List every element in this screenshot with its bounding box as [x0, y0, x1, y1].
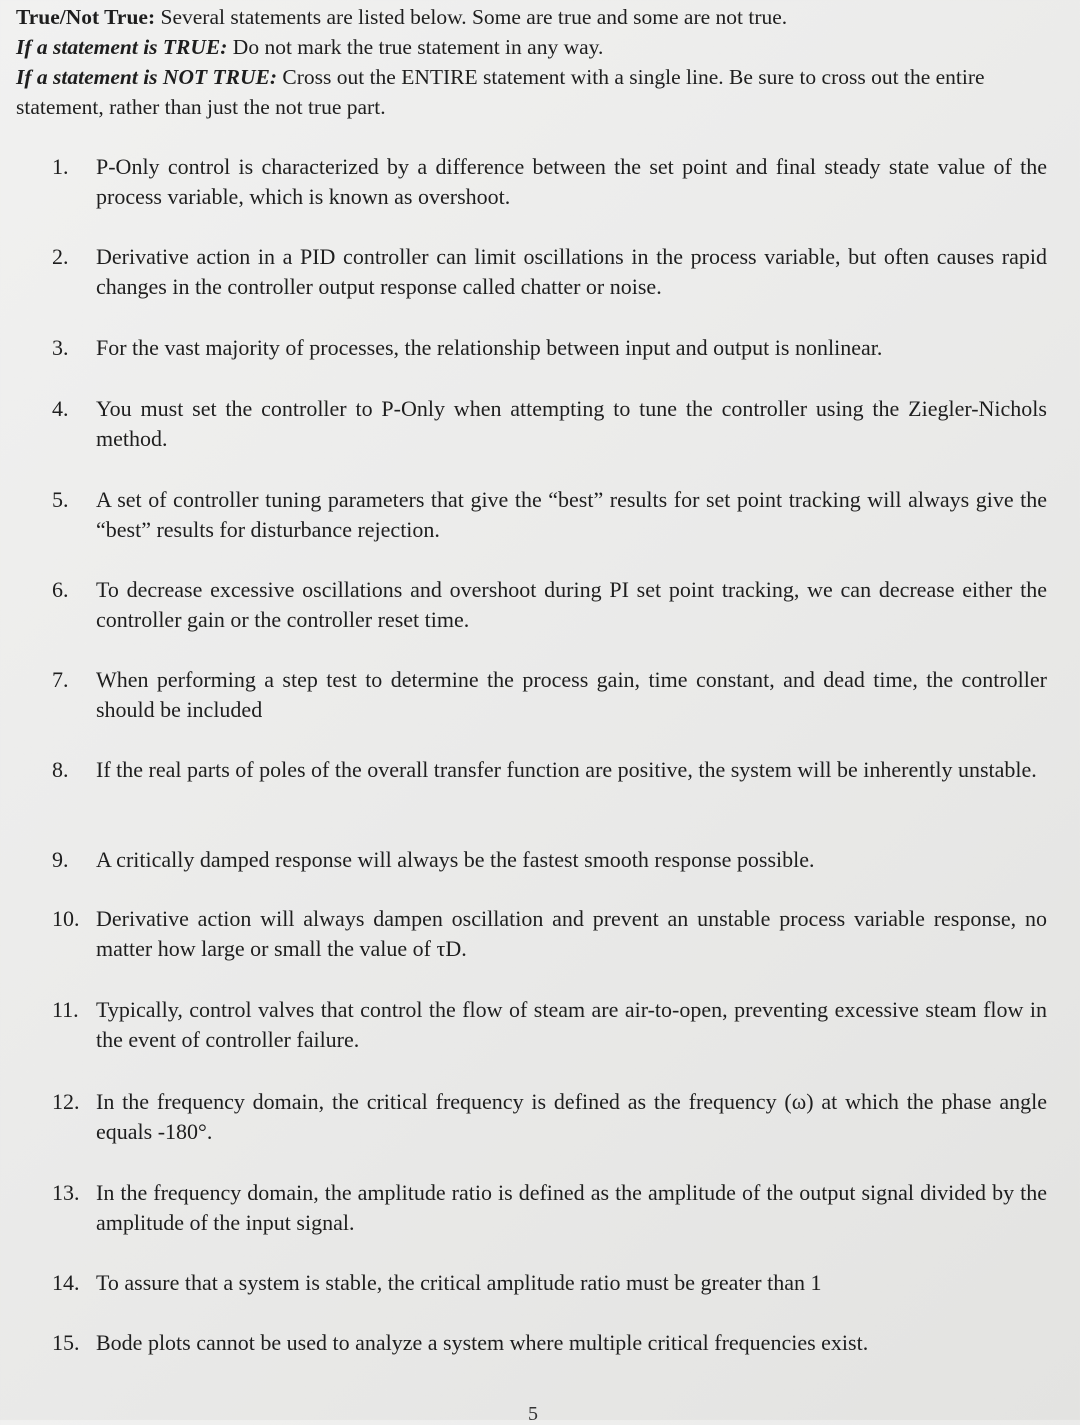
instructions-line-3 [16, 62, 1056, 122]
statement-text: To assure that a system is stable, the critical amplitude ratio must be greater than 1 [96, 1270, 822, 1295]
statement-text: In the frequency domain, the critical frequency is defined as the frequency (ω) at which the phase angle equals -180°. [96, 1089, 1047, 1144]
statement-text: You must set the controller to P-Only when attempting to tune the controller using the Ziegler-Nichols method. [96, 396, 1047, 451]
statement-13 [52, 1178, 1047, 1238]
page-number: 5 [528, 1403, 538, 1425]
statement-text: If the real parts of poles of the overall transfer function are positive, the system will be inherently unstable. [96, 757, 1037, 782]
statement-4 [52, 394, 1047, 454]
statement-text: Derivative action will always dampen oscillation and prevent an unstable process variable response, no matter how large or small the value of τD. [96, 906, 1047, 961]
statement-number: 2. [52, 244, 69, 269]
instructions-intro-text: Several statements are listed below. Some are true and some are not true. [155, 5, 788, 29]
statement-number: 6. [52, 577, 69, 602]
statement-10 [52, 904, 1047, 964]
statement-14 [52, 1268, 1047, 1298]
if-not-true-text: Cross out the ENTIRE statement with a single line. Be sure to cross out the entire statement, rather than just the not true part. [16, 65, 985, 119]
statement-number: 4. [52, 396, 69, 421]
instructions-line-2 [16, 32, 1056, 62]
instructions-line-1 [16, 2, 1056, 32]
statement-15 [52, 1328, 1047, 1358]
if-not-true-label: If a statement is NOT TRUE: [16, 65, 277, 89]
statement-number: 5. [52, 487, 69, 512]
statement-text: To decrease excessive oscillations and overshoot during PI set point tracking, we can decrease either the controller gain or the controller reset time. [96, 577, 1047, 632]
statement-text: A set of controller tuning parameters that give the “best” results for set point tracking will always give the “best” results for disturbance rejection. [96, 487, 1047, 542]
statement-11 [52, 995, 1047, 1055]
statement-number: 13. [52, 1180, 80, 1205]
statement-number: 8. [52, 757, 69, 782]
statement-12 [52, 1087, 1047, 1147]
statement-8 [52, 755, 1047, 785]
statement-number: 3. [52, 335, 69, 360]
statement-text: A critically damped response will always be the fastest smooth response possible. [96, 847, 815, 872]
statement-number: 7. [52, 667, 69, 692]
instructions-block [16, 2, 1056, 122]
statement-text: P-Only control is characterized by a difference between the set point and final steady state value of the process variable, which is known as overshoot. [96, 154, 1047, 209]
statement-number: 1. [52, 154, 69, 179]
statement-text: Typically, control valves that control the flow of steam are air-to-open, preventing excessive steam flow in the event of controller failure. [96, 997, 1047, 1052]
statement-7 [52, 665, 1047, 725]
statement-1 [52, 152, 1047, 212]
statement-number: 14. [52, 1270, 80, 1295]
statement-text: For the vast majority of processes, the relationship between input and output is nonlinear. [96, 335, 883, 360]
if-true-text: Do not mark the true statement in any way. [227, 35, 604, 59]
statement-2 [52, 242, 1047, 302]
statement-number: 9. [52, 847, 69, 872]
statement-number: 12. [52, 1089, 80, 1114]
true-not-true-label: True/Not True: [16, 5, 156, 29]
statement-text: Derivative action in a PID controller can limit oscillations in the process variable, but often causes rapid changes in the controller output response called chatter or noise. [96, 244, 1047, 299]
statement-number: 15. [52, 1330, 80, 1355]
if-true-label: If a statement is TRUE: [16, 35, 228, 59]
statement-6 [52, 575, 1047, 635]
statement-9 [52, 845, 1047, 875]
statement-text: Bode plots cannot be used to analyze a system where multiple critical frequencies exist. [96, 1330, 869, 1355]
statement-number: 11. [52, 997, 79, 1022]
statement-3 [52, 333, 1047, 363]
statement-text: When performing a step test to determine the process gain, time constant, and dead time, the controller should be included [96, 667, 1047, 722]
statement-5 [52, 485, 1047, 545]
statement-text: In the frequency domain, the amplitude ratio is defined as the amplitude of the output signal divided by the amplitude of the input signal. [96, 1180, 1047, 1235]
statement-number: 10. [52, 906, 80, 931]
